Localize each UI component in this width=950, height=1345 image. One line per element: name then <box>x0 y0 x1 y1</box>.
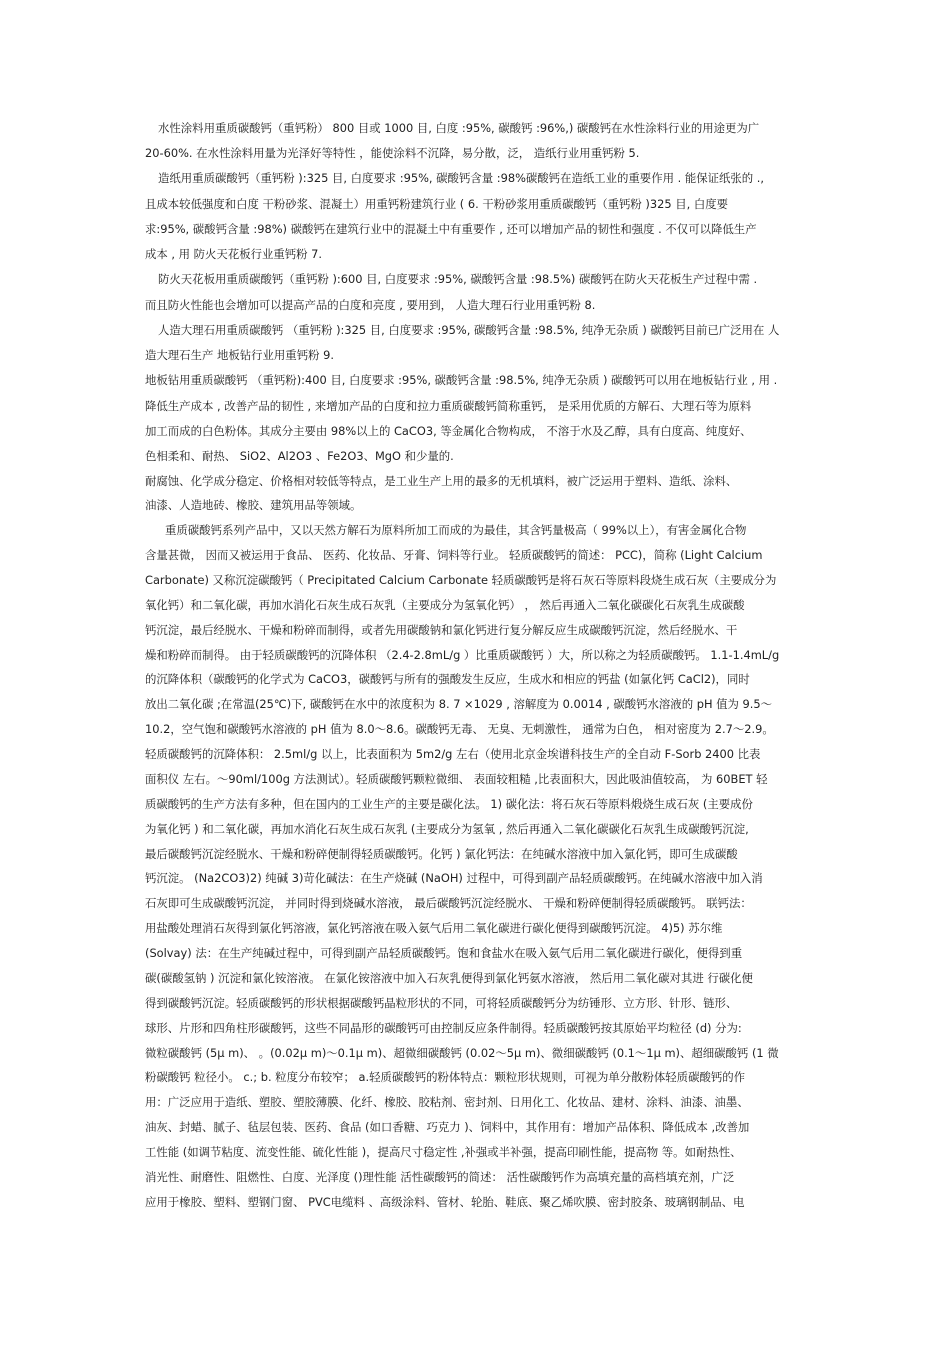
text-line: 且成本较低强度和白度 干粉砂浆、混凝土）用重钙粉建筑行业 ( 6. 干粉砂浆用重质碳酸钙（重钙粉 )325 目, 白度要 <box>145 197 729 211</box>
text-line: 质碳酸钙的生产方法有多种，但在国内的工业生产的主要是碳化法。 1) 碳化法：将石灰石等原料煅烧生成石灰 (主要成份 <box>145 797 753 811</box>
text-line: 地板钻用重质碳酸钙 （重钙粉):400 目, 白度要求 :95%, 碳酸钙含量 :98.5%, 纯净无杂质 ) 碳酸钙可以用在地板钻行业 , 用 . <box>145 373 778 387</box>
text-line: 燥和粉碎而制得。 由于轻质碳酸钙的沉降体积 （2.4-2.8mL/g ）比重质碳酸钙 ）大，所以称之为轻质碳酸钙。 1.1-1.4mL/g <box>145 648 780 662</box>
text-line: 而且防火性能也会增加可以提高产品的白度和亮度 , 要用到， 人造大理石行业用重钙粉 8. <box>145 298 596 312</box>
text-line: 加工而成的白色粉体。其成分主要由 98%以上的 CaCO3, 等金属化合物构成， 不溶于水及乙醇，具有白度高、纯度好、 <box>145 424 752 438</box>
text-line: 最后碳酸钙沉淀经脱水、干燥和粉碎便制得轻质碳酸钙。化钙 ) 氯化钙法：在纯碱水溶液中加入氯化钙，即可生成碳酸 <box>145 847 738 861</box>
text-line: 用盐酸处理消石灰得到氯化钙溶液，氯化钙溶液在吸入氨气后用二氧化碳进行碳化便得到碳酸钙沉淀。 4)5) 苏尔维 <box>145 921 723 935</box>
text-line: 水性涂料用重质碳酸钙（重钙粉） 800 目或 1000 目, 白度 :95%, 碳酸钙 :96%,) 碳酸钙在水性涂料行业的用途更为广 <box>158 121 760 135</box>
text-line: 20-60%. 在水性涂料用量为光泽好等特性 ，能使涂料不沉降，易分散，泛， 造纸行业用重钙粉 5. <box>145 146 640 160</box>
text-line: 应用于橡胶、塑料、塑钢门窗、 PVC电缆料 、高级涂料、管材、轮胎、鞋底、聚乙烯吹膜、密封胶条、玻璃钢制品、电 <box>145 1195 745 1209</box>
text-line: 石灰即可生成碳酸钙沉淀， 并同时得到烧碱水溶液， 最后碳酸钙沉淀经脱水、 干燥和粉碎便制得轻质碳酸钙。 联钙法： <box>145 896 752 910</box>
text-line: 为氧化钙 ) 和二氧化碳，再加水消化石灰生成石灰乳 (主要成分为氢氧 , 然后再通入二氧化碳碳化石灰乳生成碳酸钙沉淀, <box>145 822 749 836</box>
text-line: 造大理石生产 地板钻行业用重钙粉 9. <box>145 348 334 362</box>
text-line: 色相柔和、耐热、 SiO2、Al2O3 、Fe2O3、MgO 和少量的. <box>145 449 454 463</box>
text-line: 造纸用重质碳酸钙（重钙粉 ):325 目, 白度要求 :95%, 碳酸钙含量 :98%碳酸钙在造纸工业的重要作用 . 能保证纸张的 ., <box>158 171 765 185</box>
text-line: 放出二氧化碳 ;在常温(25℃)下, 碳酸钙在水中的浓度积为 8. 7 ×1029 , 溶解度为 0.0014 , 碳酸钙水溶液的 pH 值为 9.5～ <box>145 697 773 711</box>
text-line: 球形、片形和四角柱形碳酸钙，这些不同晶形的碳酸钙可由控制反应条件制得。轻质碳酸钙按其原始平均粒径 (d) 分为: <box>145 1021 742 1035</box>
text-line: 10.2，空气饱和碳酸钙水溶液的 pH 值为 8.0～8.6。碳酸钙无毒、 无臭、无刺激性， 通常为白色， 相对密度为 2.7～2.9。 <box>145 722 774 736</box>
text-line: 成本 , 用 防火天花板行业重钙粉 7. <box>145 247 323 261</box>
text-line: 得到碳酸钙沉淀。轻质碳酸钙的形状根据碳酸钙晶粒形状的不同，可将轻质碳酸钙分为纺锤形、立方形、针形、链形、 <box>145 996 738 1010</box>
text-line: 求:95%, 碳酸钙含量 :98%) 碳酸钙在建筑行业中的混凝土中有重要作 , 还可以增加产品的韧性和强度 . 不仅可以降低生产 <box>145 222 757 236</box>
text-line: 工性能 (如调节粘度、流变性能、硫化性能 )，提高尺寸稳定性 ,补强或半补强，提高印刷性能，提高物 等。如耐热性、 <box>145 1145 742 1159</box>
text-line: 油灰、封蜡、腻子、毡层包装、医药、食品 (如口香糖、巧克力 )、饲料中，其作用有：增加产品体积、降低成本 ,改善加 <box>145 1120 750 1134</box>
text-line: (Solvay) 法：在生产纯碱过程中，可得到副产品轻质碳酸钙。饱和食盐水在吸入氨气后用二氧化碳进行碳化，便得到重 <box>145 946 743 960</box>
text-line: 用：广泛应用于造纸、塑胶、塑胶薄膜、化纤、橡胶、胶粘剂、密封剂、日用化工、化妆品、建材、涂料、油漆、油墨、 <box>145 1095 749 1109</box>
text-line: 消光性、耐磨性、阻燃性、白度、光泽度 ()理性能 活性碳酸钙的简述： 活性碳酸钙作为高填充量的高档填充剂，广泛 <box>145 1170 735 1184</box>
text-line: 防火天花板用重质碳酸钙（重钙粉 ):600 目, 白度要求 :95%, 碳酸钙含量 :98.5%) 碳酸钙在防火天花板生产过程中需 . <box>158 272 758 286</box>
text-line: 面积仪 左右。～90ml/100g 方法测试）。轻质碳酸钙颗粒微细、 表面较粗糙 ,比表面积大，因此吸油值较高， 为 60BET 轻 <box>145 772 768 786</box>
text-line: 微粒碳酸钙 (5μ m)、 。(0.02μ m)～0.1μ m)、超微细碳酸钙 (0.02～5μ m)、微细碳酸钙 (0.1～1μ m)、超细碳酸钙 (1 微 <box>145 1046 779 1060</box>
text-line: 人造大理石用重质碳酸钙 （重钙粉 ):325 目, 白度要求 :95%, 碳酸钙含量 :98.5%, 纯净无杂质 ) 碳酸钙目前已广泛用在 人 <box>158 323 780 337</box>
text-line: 重质碳酸钙系列产品中，又以天然方解石为原料所加工而成的为最佳，其含钙量极高（ 99%以上），有害金属化合物 <box>165 523 747 537</box>
text-line: 降低生产成本 , 改善产品的韧性 , 来增加产品的白度和拉力重质碳酸钙简称重钙， 是采用优质的方解石、大理石等为原料 <box>145 399 752 413</box>
text-line: 的沉降体积（碳酸钙的化学式为 CaCO3，碳酸钙与所有的强酸发生反应，生成水和相应的钙盐 (如氯化钙 CaCl2)，同时 <box>145 672 750 686</box>
text-line: 钙沉淀。 (Na2CO3)2) 纯碱 3)苛化碱法：在生产烧碱 (NaOH) 过程中，可得到副产品轻质碳酸钙。在纯碱水溶液中加入消 <box>145 871 763 885</box>
text-line: 轻质碳酸钙的沉降体积： 2.5ml/g 以上，比表面积为 5m2/g 左右（使用北京金埃谱科技生产的全自动 F-Sorb 2400 比表 <box>145 747 761 761</box>
text-line: 碳(碳酸氢钠 ) 沉淀和氯化铵溶液。 在氯化铵溶液中加入石灰乳便得到氯化钙氨水溶液， 然后用二氧化碳对其进 行碳化便 <box>145 971 753 985</box>
text-line: 含量甚微， 因而又被运用于食品、 医药、化妆品、牙膏、饲料等行业。 轻质碳酸钙的简述： PCC)，简称 (Light Calcium <box>145 548 763 562</box>
text-line: 氧化钙）和二氧化碳，再加水消化石灰生成石灰乳（主要成分为氢氧化钙） ， 然后再通入二氧化碳碳化石灰乳生成碳酸 <box>145 598 745 612</box>
text-line: 油漆、人造地砖、橡胶、建筑用品等领域。 <box>145 498 362 512</box>
text-line: 钙沉淀，最后经脱水、干燥和粉碎而制得，或者先用碳酸钠和氯化钙进行复分解反应生成碳酸钙沉淀，然后经脱水、干 <box>145 623 738 637</box>
text-line: 粉碳酸钙 粒径小。 c.; b. 粒度分布较窄； a.轻质碳酸钙的粉体特点：颗粒形状规则，可视为单分散粉体轻质碳酸钙的作 <box>145 1070 746 1084</box>
text-line: 耐腐蚀、化学成分稳定、价格相对较低等特点，是工业生产上用的最多的无机填料，被广泛运用于塑料、造纸、涂料、 <box>145 474 738 488</box>
text-line: Carbonate) 又称沉淀碳酸钙（ Precipitated Calcium Carbonate 轻质碳酸钙是将石灰石等原料段烧生成石灰（主要成分为 <box>145 573 777 587</box>
